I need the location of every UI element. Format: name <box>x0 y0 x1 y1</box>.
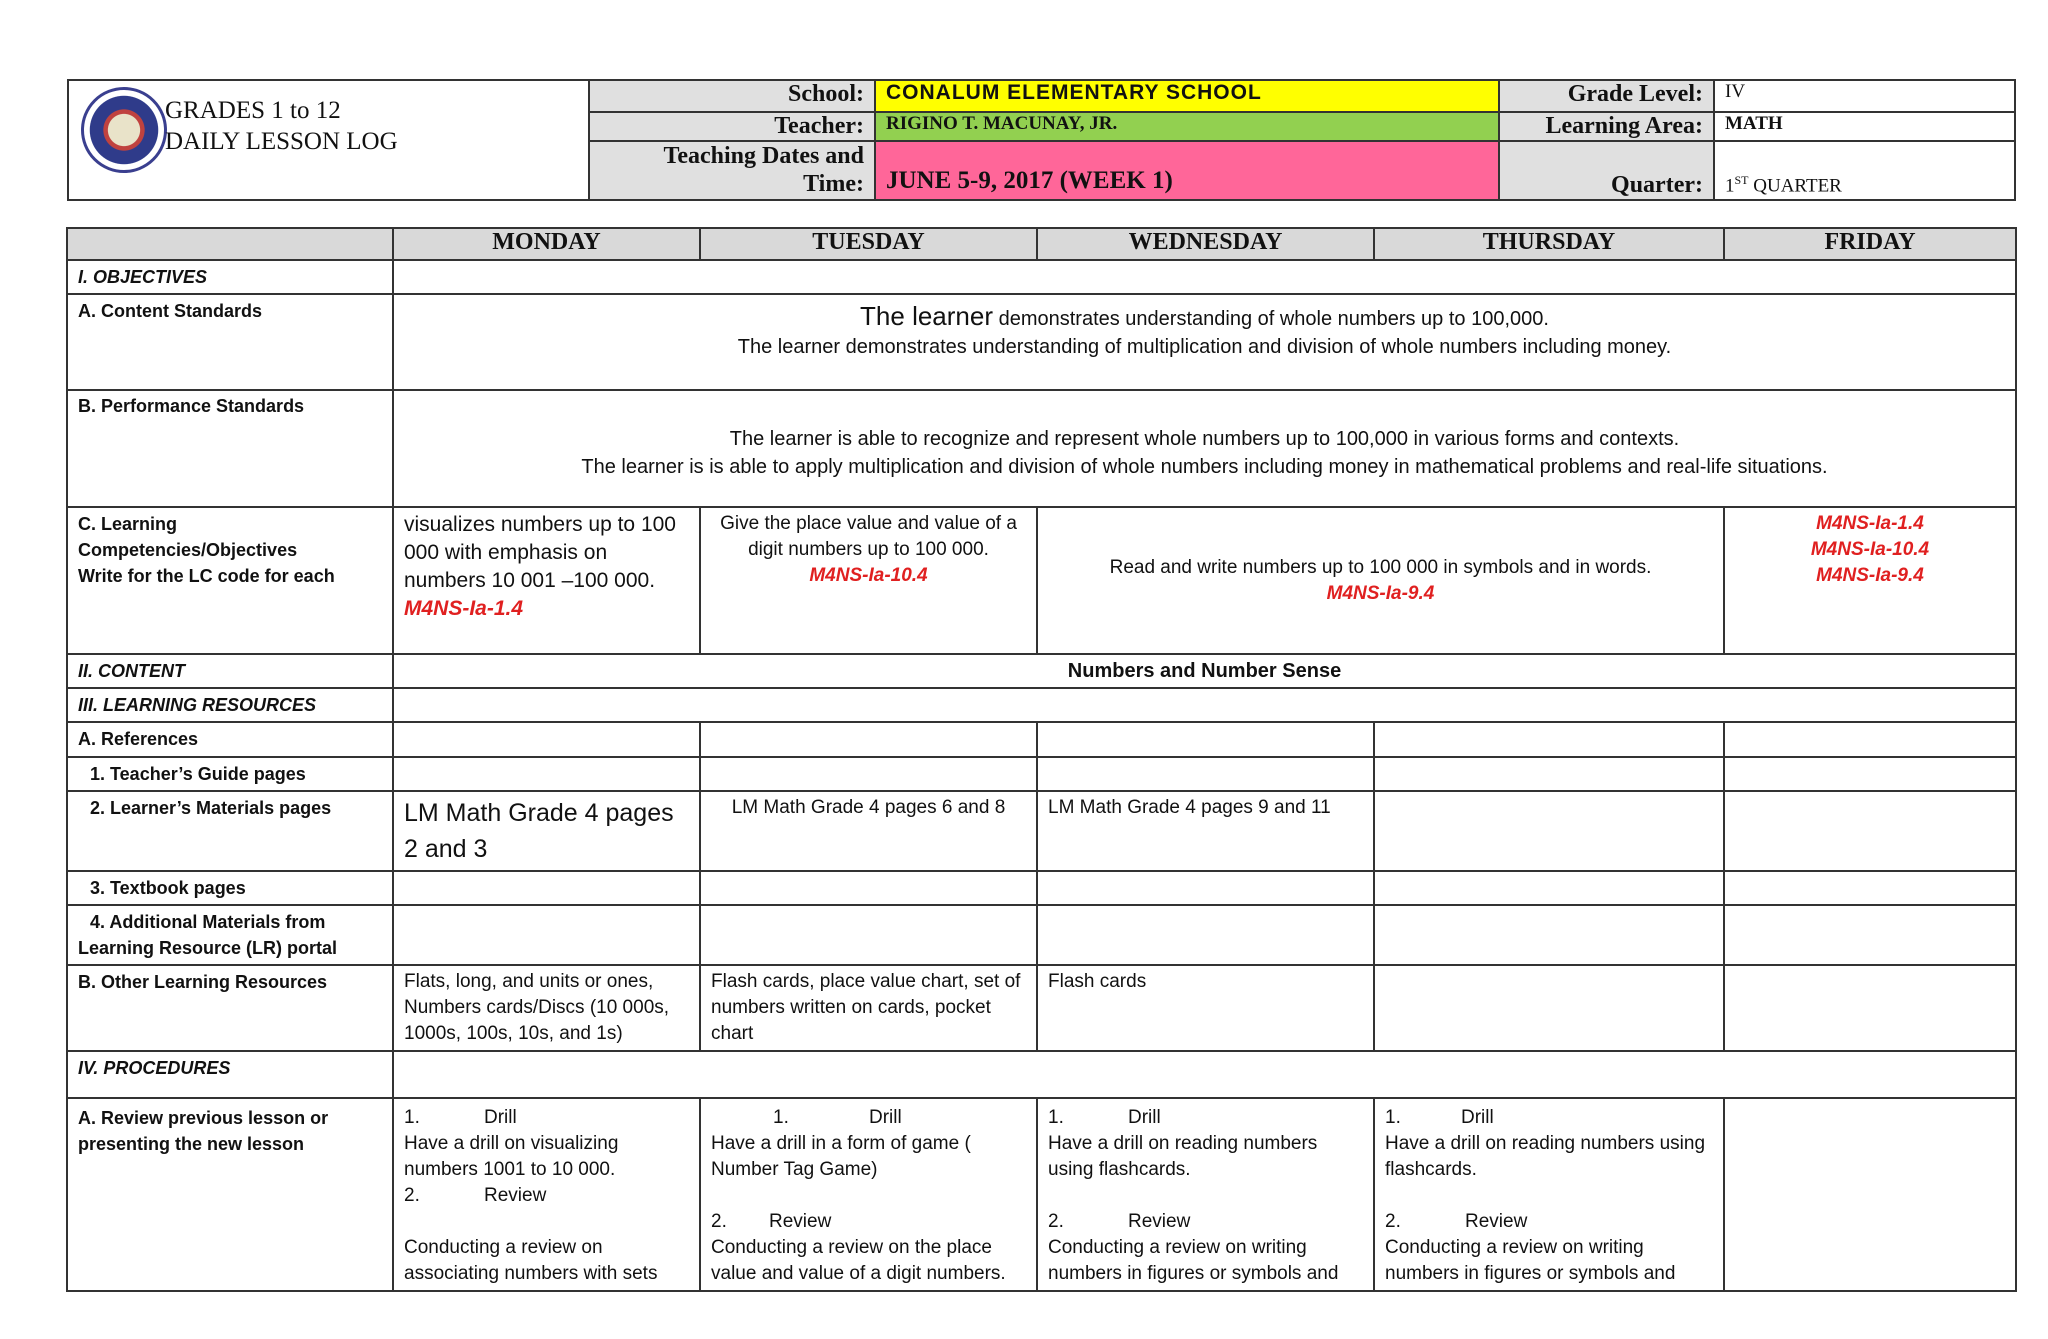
competencies-label <box>67 507 393 654</box>
references-tuesday <box>700 722 1037 757</box>
review-lesson-label <box>67 1098 393 1291</box>
other-resources-tuesday: Flash cards, place value chart, set of numbers written on cards, pocket chart <box>700 965 1037 1051</box>
competencies-label-line-3: Write for the LC code for each <box>78 566 335 586</box>
monday-drill-text: Have a drill on visualizing numbers 1001 to 10 000. <box>404 1133 619 1180</box>
wednesday-drill-heading <box>1048 1105 1363 1131</box>
competency-friday-code-3: M4NS-Ia-9.4 <box>1816 565 1924 586</box>
corner-header <box>67 228 393 260</box>
other-resources-friday <box>1724 965 2016 1051</box>
references-friday <box>1724 722 2016 757</box>
competency-tuesday <box>700 507 1037 654</box>
logo-cell <box>68 80 589 200</box>
wednesday-review-text: Conducting a review on writing numbers in figures or symbols and <box>1048 1237 1339 1284</box>
tuesday-review-number: 2. <box>711 1211 727 1232</box>
performance-standards-label: B. Performance Standards <box>67 390 393 507</box>
references-label: A. References <box>67 722 393 757</box>
monday-drill-title: Drill <box>484 1107 517 1128</box>
quarter-number: 1 <box>1725 175 1735 196</box>
additional-materials-thursday <box>1374 905 1724 965</box>
logo-line-2: DAILY LESSON LOG <box>165 128 398 155</box>
deped-seal-icon <box>81 87 167 173</box>
performance-standard-2: The learner is is able to apply multiplication and division of whole numbers including money in mathematical problems and real-life situations. <box>581 456 1828 478</box>
learners-materials-thursday <box>1374 791 1724 871</box>
wednesday-drill-number: 1. <box>1048 1107 1064 1128</box>
additional-materials-line-2: Learning Resource (LR) portal <box>78 938 338 958</box>
thursday-review-number: 2. <box>1385 1211 1401 1232</box>
tuesday-review-heading <box>711 1209 1026 1235</box>
review-thursday <box>1374 1098 1724 1291</box>
review-monday <box>393 1098 700 1291</box>
review-lesson-label-line-2: presenting the new lesson <box>78 1134 305 1154</box>
tuesday-review-title: Review <box>769 1211 832 1232</box>
dates-value: JUNE 5-9, 2017 (WEEK 1) <box>875 141 1499 200</box>
learners-materials-friday <box>1724 791 2016 871</box>
textbook-wednesday <box>1037 871 1374 905</box>
additional-materials-friday <box>1724 905 2016 965</box>
monday-drill-number: 1. <box>404 1107 420 1128</box>
grade-label: Grade Level: <box>1499 80 1714 112</box>
competency-tuesday-text: Give the place value and value of a digit numbers up to 100 000. <box>720 513 1017 560</box>
monday-review-heading <box>404 1183 689 1209</box>
content-standards-value <box>393 294 2016 390</box>
thursday-drill-heading <box>1385 1105 1713 1131</box>
teachers-guide-wednesday <box>1037 757 1374 791</box>
competencies-label-line-2: Competencies/Objectives <box>78 540 298 560</box>
tuesday-review-text: Conducting a review on the place value and value of a digit numbers. <box>711 1237 1006 1284</box>
procedures-label: IV. PROCEDURES <box>67 1051 393 1098</box>
competency-friday-code-1: M4NS-Ia-1.4 <box>1816 513 1924 534</box>
content-label: II. CONTENT <box>67 654 393 688</box>
additional-materials-line-1: 4. Additional Materials from <box>90 912 326 932</box>
competency-friday-code-2: M4NS-Ia-10.4 <box>1810 539 1930 560</box>
thursday-review-heading <box>1385 1209 1713 1235</box>
monday-review-text: Conducting a review on associating numbers with sets <box>404 1237 658 1284</box>
tuesday-drill-heading <box>711 1105 1026 1131</box>
learners-materials-monday: LM Math Grade 4 pages 2 and 3 <box>393 791 700 871</box>
references-wednesday <box>1037 722 1374 757</box>
other-resources-monday: Flats, long, and units or ones, Numbers cards/Discs (10 000s, 1000s, 100s, 10s, and 1s) <box>393 965 700 1051</box>
textbook-friday <box>1724 871 2016 905</box>
other-resources-wednesday: Flash cards <box>1037 965 1374 1051</box>
monday-review-number: 2. <box>404 1185 420 1206</box>
other-resources-label: B. Other Learning Resources <box>67 965 393 1051</box>
thursday-drill-title: Drill <box>1461 1107 1494 1128</box>
area-label: Learning Area: <box>1499 112 1714 141</box>
competency-monday-text: visualizes numbers up to 100 000 with emphasis on numbers 10 001 –100 000. <box>404 513 676 592</box>
header-table <box>67 79 2016 201</box>
resources-blank <box>393 688 2016 722</box>
dates-label-line-1: Teaching Dates and <box>663 143 864 169</box>
teachers-guide-monday <box>393 757 700 791</box>
content-standard-1-lead: The learner <box>860 301 994 331</box>
logo-title <box>165 95 398 157</box>
textbook-thursday <box>1374 871 1724 905</box>
performance-standards-value <box>393 390 2016 507</box>
learners-materials-label: 2. Learner’s Materials pages <box>67 791 393 871</box>
procedures-blank <box>393 1051 2016 1098</box>
quarter-suffix: ST <box>1734 172 1749 187</box>
additional-materials-tuesday <box>700 905 1037 965</box>
additional-materials-wednesday <box>1037 905 1374 965</box>
school-value: CONALUM ELEMENTARY SCHOOL <box>875 80 1499 112</box>
competency-wed-thu <box>1037 507 1724 654</box>
wednesday-review-heading <box>1048 1209 1363 1235</box>
grade-value: IV <box>1714 80 2015 112</box>
content-standards-label: A. Content Standards <box>67 294 393 390</box>
competency-monday-code: M4NS-Ia-1.4 <box>404 597 524 620</box>
thursday-review-text: Conducting a review on writing numbers in figures or symbols and <box>1385 1237 1676 1284</box>
teachers-guide-tuesday <box>700 757 1037 791</box>
competency-monday <box>393 507 700 654</box>
day-header-friday: FRIDAY <box>1724 228 2016 260</box>
content-standard-1-rest: demonstrates understanding of whole numbers up to 100,000. <box>993 308 1549 330</box>
quarter-text: QUARTER <box>1748 175 1842 196</box>
competency-tuesday-code: M4NS-Ia-10.4 <box>809 565 928 586</box>
performance-standard-1: The learner is able to recognize and represent whole numbers up to 100,000 in various forms and contexts. <box>729 428 1680 450</box>
thursday-drill-text: Have a drill on reading numbers using flashcards. <box>1385 1133 1706 1180</box>
school-label: School: <box>589 80 875 112</box>
teacher-value: RIGINO T. MACUNAY, JR. <box>875 112 1499 141</box>
competency-wednesday-text: Read and write numbers up to 100 000 in symbols and in words. <box>1109 556 1652 578</box>
teachers-guide-thursday <box>1374 757 1724 791</box>
wednesday-drill-text: Have a drill on reading numbers using flashcards. <box>1048 1133 1318 1180</box>
additional-materials-label <box>67 905 393 965</box>
learners-materials-tuesday: LM Math Grade 4 pages 6 and 8 <box>700 791 1037 871</box>
references-monday <box>393 722 700 757</box>
lesson-log-table <box>66 227 2017 1292</box>
learners-materials-wednesday: LM Math Grade 4 pages 9 and 11 <box>1037 791 1374 871</box>
monday-review-title: Review <box>484 1185 547 1206</box>
review-friday <box>1724 1098 2016 1291</box>
area-value: MATH <box>1714 112 2015 141</box>
competency-friday <box>1724 507 2016 654</box>
quarter-label: Quarter: <box>1499 141 1714 200</box>
resources-label: III. LEARNING RESOURCES <box>67 688 393 722</box>
day-header-thursday: THURSDAY <box>1374 228 1724 260</box>
references-thursday <box>1374 722 1724 757</box>
content-value: Numbers and Number Sense <box>393 654 2016 688</box>
objectives-blank <box>393 260 2016 294</box>
objectives-label: I. OBJECTIVES <box>67 260 393 294</box>
quarter-value <box>1714 141 2015 200</box>
content-standard-2: The learner demonstrates understanding of multiplication and division of whole numbers including money. <box>737 336 1672 358</box>
dates-label <box>589 141 875 200</box>
competency-wednesday-code: M4NS-Ia-9.4 <box>1326 582 1435 604</box>
logo-line-1: GRADES 1 to 12 <box>165 97 341 124</box>
review-wednesday <box>1037 1098 1374 1291</box>
textbook-monday <box>393 871 700 905</box>
textbook-tuesday <box>700 871 1037 905</box>
tuesday-drill-number: 1. <box>773 1107 789 1128</box>
teachers-guide-label: 1. Teacher’s Guide pages <box>67 757 393 791</box>
textbook-label: 3. Textbook pages <box>67 871 393 905</box>
day-header-monday: MONDAY <box>393 228 700 260</box>
wednesday-review-title: Review <box>1128 1211 1191 1232</box>
competencies-label-line-1: C. Learning <box>78 514 178 534</box>
day-header-wednesday: WEDNESDAY <box>1037 228 1374 260</box>
teachers-guide-friday <box>1724 757 2016 791</box>
day-header-tuesday: TUESDAY <box>700 228 1037 260</box>
teacher-label: Teacher: <box>589 112 875 141</box>
other-resources-thursday <box>1374 965 1724 1051</box>
review-tuesday <box>700 1098 1037 1291</box>
tuesday-drill-title: Drill <box>869 1107 902 1128</box>
content-standard-1 <box>404 303 2005 332</box>
additional-materials-monday <box>393 905 700 965</box>
thursday-drill-number: 1. <box>1385 1107 1401 1128</box>
tuesday-drill-text: Have a drill in a form of game ( Number Tag Game) <box>711 1133 971 1180</box>
monday-drill-heading <box>404 1105 689 1131</box>
wednesday-drill-title: Drill <box>1128 1107 1161 1128</box>
review-lesson-label-line-1: A. Review previous lesson or <box>78 1108 329 1128</box>
dates-label-line-2: Time: <box>803 171 864 197</box>
thursday-review-title: Review <box>1465 1211 1528 1232</box>
wednesday-review-number: 2. <box>1048 1211 1064 1232</box>
